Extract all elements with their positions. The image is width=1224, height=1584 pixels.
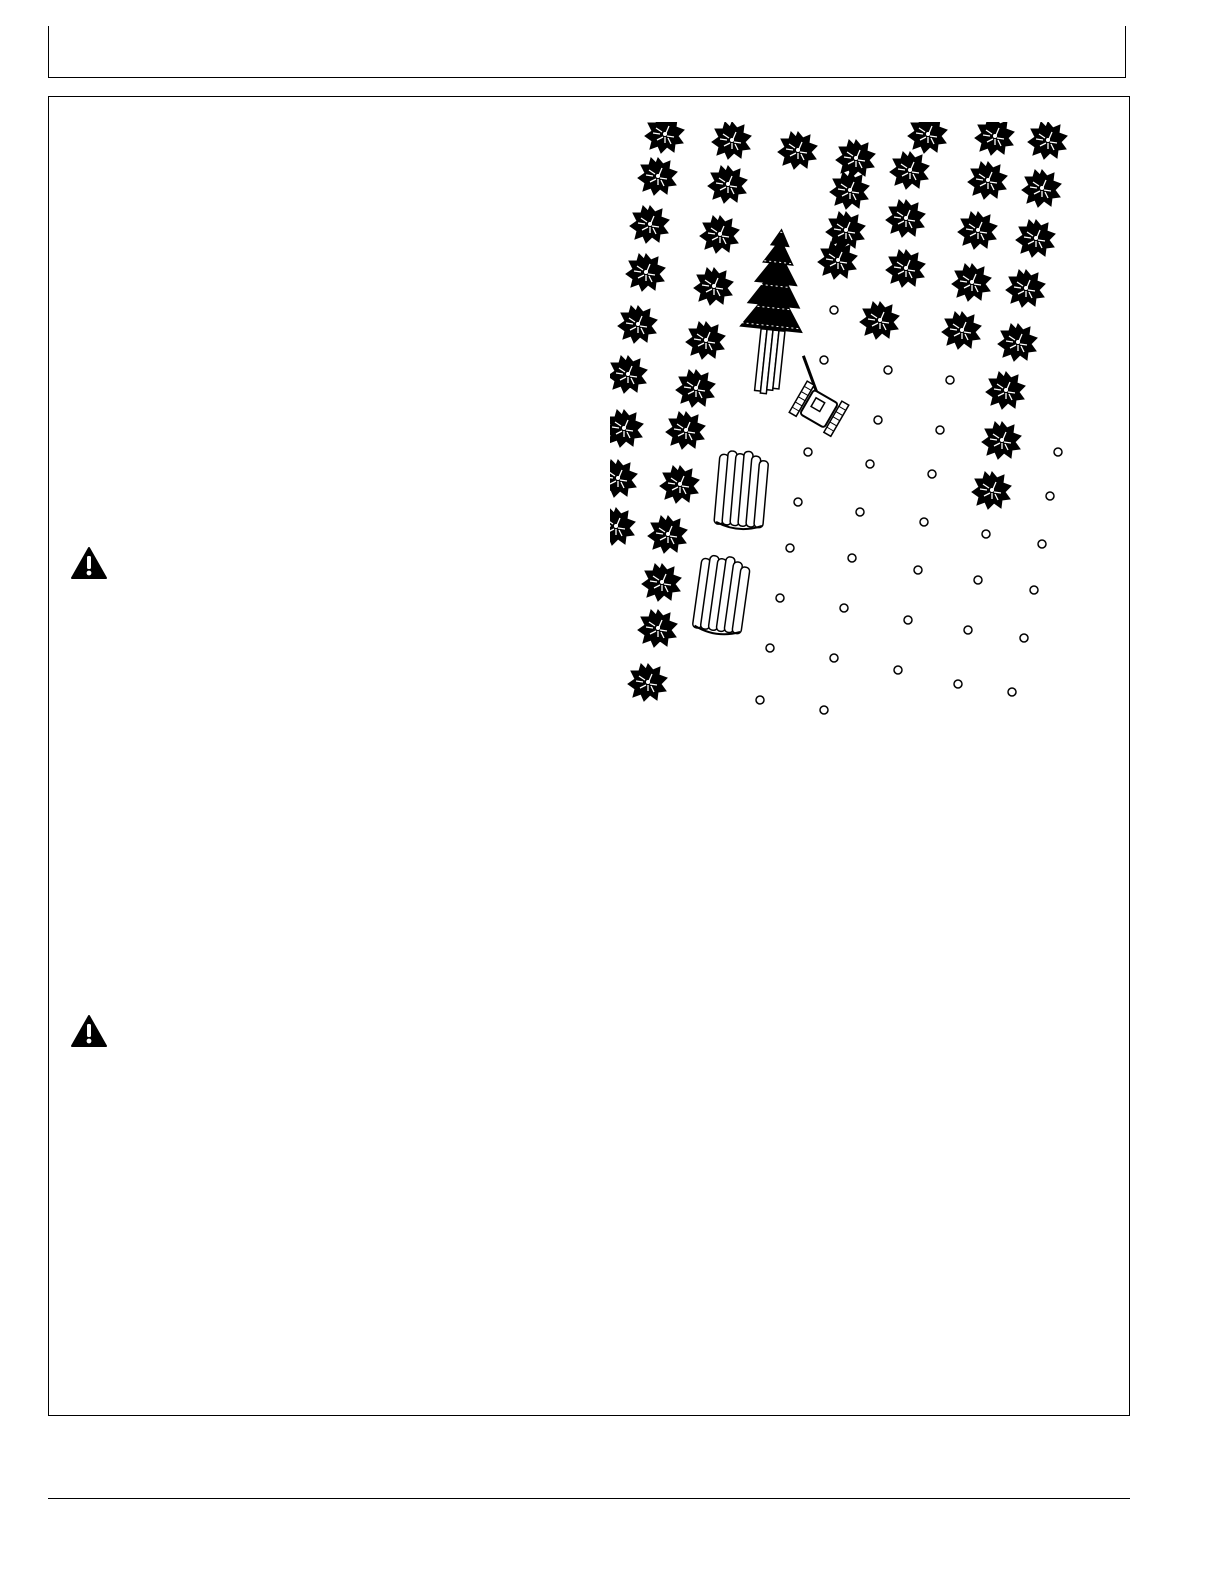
stump-mark (794, 498, 802, 506)
stump-group (756, 306, 1062, 714)
bush-mark (708, 166, 747, 203)
stump-mark (830, 306, 838, 314)
felled-tree (733, 225, 814, 397)
bush-mark (890, 152, 929, 189)
logging-site-drawing (610, 122, 1076, 722)
bush-mark (645, 122, 684, 153)
bush-mark (618, 306, 657, 343)
bush-mark (975, 122, 1014, 155)
bush-mark (982, 422, 1021, 459)
bush-mark (968, 162, 1007, 199)
bush-mark (610, 410, 643, 447)
bush-mark (630, 206, 669, 243)
stump-mark (1030, 586, 1038, 594)
bush-mark (610, 356, 647, 393)
stump-mark (954, 680, 962, 688)
stump-mark (848, 554, 856, 562)
bush-mark (660, 466, 699, 503)
stump-mark (840, 604, 848, 612)
stump-mark (1046, 492, 1054, 500)
stump-mark (1054, 448, 1062, 456)
bush-mark (778, 132, 817, 169)
bush-mark (648, 516, 687, 553)
bush-mark (642, 564, 681, 601)
warning-triangle-icon (70, 1014, 108, 1048)
bush-mark (694, 268, 733, 305)
stump-mark (894, 666, 902, 674)
stump-mark (830, 654, 838, 662)
bush-mark (676, 370, 715, 407)
stump-mark (804, 448, 812, 456)
bush-mark (638, 610, 677, 647)
stump-mark (904, 616, 912, 624)
stump-mark (776, 594, 784, 602)
bush-mark (942, 312, 981, 349)
bush-mark (610, 508, 635, 545)
stump-mark (756, 696, 764, 704)
stump-mark (820, 706, 828, 714)
stump-mark (928, 470, 936, 478)
stump-mark (1020, 634, 1028, 642)
bush-mark (1006, 270, 1045, 307)
bush-mark (958, 212, 997, 249)
log-bundle (692, 553, 751, 637)
stump-mark (786, 544, 794, 552)
stump-mark (866, 460, 874, 468)
stump-mark (920, 518, 928, 526)
bush-mark (610, 460, 637, 497)
bush-mark (908, 122, 947, 153)
footer-rule (48, 1498, 1130, 1499)
stump-mark (1008, 688, 1016, 696)
stump-mark (1038, 540, 1046, 548)
bush-mark (700, 216, 739, 253)
page-header-frame (48, 26, 1126, 78)
bush-mark (1022, 170, 1061, 207)
bush-mark (830, 172, 869, 209)
scene-group (610, 122, 1067, 714)
bush-mark (628, 664, 667, 701)
bush-mark (626, 254, 665, 291)
bush-mark (638, 158, 677, 195)
stump-mark (914, 566, 922, 574)
bush-mark (1016, 220, 1055, 257)
stump-mark (936, 426, 944, 434)
stump-mark (856, 508, 864, 516)
bush-mark (836, 140, 875, 177)
stump-mark (974, 576, 982, 584)
bush-mark (818, 242, 857, 279)
bush-mark (860, 302, 899, 339)
bush-mark (886, 200, 925, 237)
bush-mark (666, 412, 705, 449)
stump-mark (820, 356, 828, 364)
stump-mark (884, 366, 892, 374)
warning-triangle-icon (70, 546, 108, 580)
stump-mark (874, 416, 882, 424)
stump-mark (982, 530, 990, 538)
logging-site-illustration (610, 122, 1076, 722)
bush-mark (712, 122, 751, 159)
stump-mark (946, 376, 954, 384)
log-bundle (714, 449, 770, 531)
stump-mark (766, 644, 774, 652)
bush-mark (886, 250, 925, 287)
bush-mark (1028, 122, 1067, 159)
bush-mark (998, 324, 1037, 361)
bush-mark (972, 472, 1011, 509)
bush-mark (986, 372, 1025, 409)
bush-mark (686, 322, 725, 359)
feller-machine (775, 356, 858, 436)
bush-mark (952, 264, 991, 301)
stump-mark (964, 626, 972, 634)
